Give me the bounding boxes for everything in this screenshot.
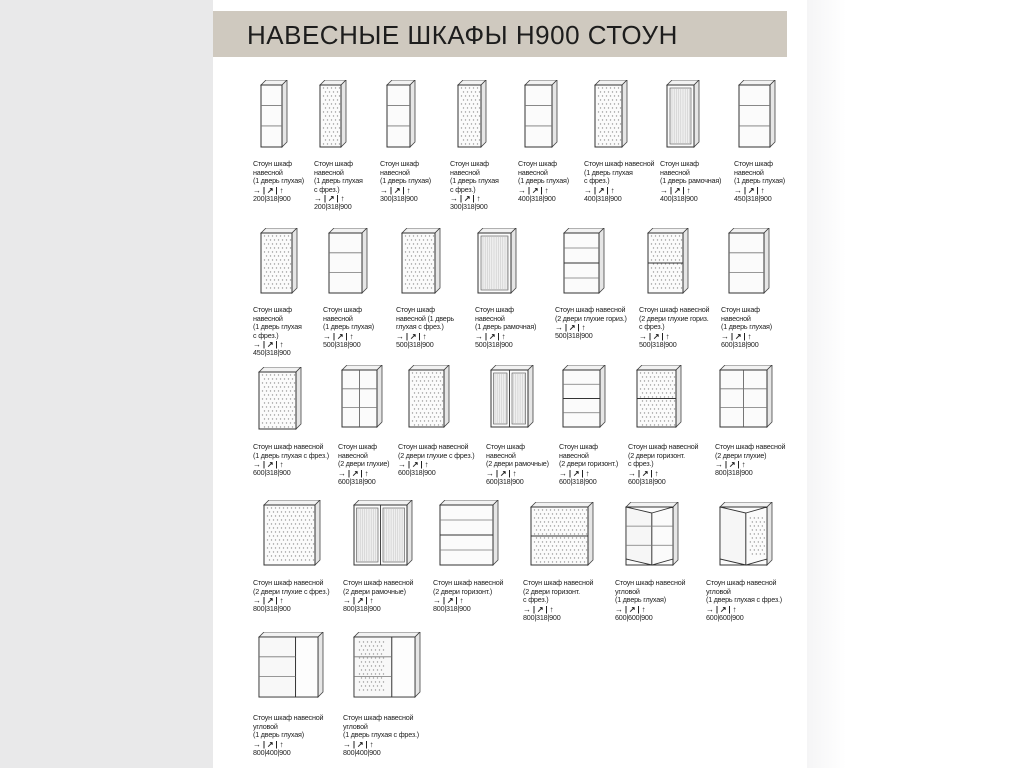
caption-line: Стоун шкаф (450, 159, 489, 168)
cabinet-dimensions: 800|318|900 (715, 468, 753, 477)
caption-line: навесной (721, 313, 751, 323)
caption-line: Стоун шкаф навесной (343, 713, 414, 722)
caption-line: (1 дверь глухая (584, 167, 633, 177)
cabinet-dimensions: 450|318|900 (734, 193, 772, 203)
cabinet-dimensions: 600|318|900 (628, 476, 666, 486)
cabinet-drawing (530, 502, 594, 566)
caption-line: (1 дверь глухая) (734, 176, 785, 185)
cabinet-drawing (263, 500, 321, 566)
cabinet-caption (639, 306, 709, 349)
caption-line: Стоун шкаф навесной (523, 578, 594, 587)
cabinet-drawing (563, 228, 605, 294)
caption-line: Стоун шкаф навесной (253, 442, 324, 451)
cabinet-caption (380, 160, 431, 203)
cabinet-dimensions: 400|318|900 (660, 193, 698, 203)
cabinet-drawing (260, 80, 288, 148)
cabinet-dimensions: 400|318|900 (518, 193, 556, 203)
caption-line: с фрез.) (639, 322, 665, 331)
caption-line: (1 дверь рамочная) (475, 322, 537, 331)
title-banner (213, 11, 787, 57)
opening-symbols: → | ↗ | ↑ (486, 468, 517, 478)
caption-line: Стоун шкаф навесной (343, 578, 414, 587)
cabinet-dimensions: 200|318|900 (314, 202, 352, 211)
caption-line: Стоун шкаф (396, 305, 435, 314)
caption-line: Стоун шкаф (559, 442, 598, 451)
cabinet-drawing (562, 365, 606, 428)
cabinet-caption (253, 443, 329, 478)
cabinet-dimensions: 500|318|900 (323, 339, 361, 349)
cabinet-drawing (625, 502, 679, 566)
caption-line: угловой (253, 721, 278, 731)
cabinet-dimensions: 500|318|900 (639, 339, 677, 349)
cabinet-dimensions: 400|318|900 (584, 193, 622, 203)
caption-line: угловой (706, 586, 731, 596)
cabinet-caption (398, 443, 474, 478)
cabinet-caption (486, 443, 549, 486)
caption-line: с фрез.) (584, 176, 610, 185)
cabinet-drawing (408, 365, 450, 428)
caption-line: навесной (314, 167, 344, 177)
caption-line: Стоун шкаф навесной (433, 578, 504, 587)
opening-symbols: → | ↗ | ↑ (253, 340, 284, 349)
caption-line: с фрез.) (253, 330, 279, 340)
caption-line: глухая с фрез.) (396, 322, 444, 331)
opening-symbols: → | ↗ | ↑ (253, 185, 284, 195)
cabinet-drawing (719, 365, 773, 428)
cabinet-dimensions: 450|318|900 (253, 348, 291, 357)
caption-line: с фрез.) (314, 184, 340, 194)
opening-symbols: → | ↗ | ↑ (253, 460, 284, 469)
cabinet-dimensions: 300|318|900 (380, 193, 418, 203)
cabinet-caption (433, 579, 503, 614)
cabinet-drawing (728, 228, 770, 294)
cabinet-drawing (636, 365, 682, 428)
cabinet-drawing (341, 365, 383, 428)
caption-line: навесной (518, 167, 548, 177)
opening-symbols: → | ↗ | ↑ (450, 194, 481, 203)
cabinet-caption (253, 160, 304, 203)
cabinet-drawing (647, 228, 689, 294)
opening-symbols: → | ↗ | ↑ (343, 596, 374, 605)
caption-line: Стоун шкаф (518, 159, 557, 168)
caption-line: навесной (1 дверь (396, 313, 454, 323)
opening-symbols: → | ↗ | ↑ (338, 468, 369, 478)
caption-line: (2 двери горизонт.) (433, 586, 493, 596)
caption-line: (1 дверь глухая с фрез.) (253, 450, 329, 460)
cabinet-dimensions: 800|318|900 (253, 604, 291, 613)
caption-line: (1 дверь глухая) (721, 322, 772, 331)
cabinet-dimensions: 800|400|900 (343, 747, 381, 757)
cabinet-caption (475, 306, 536, 349)
cabinet-drawing (319, 80, 347, 148)
cabinet-dimensions: 800|318|900 (523, 612, 561, 622)
cabinet-drawing (328, 228, 368, 294)
opening-symbols: → | ↗ | ↑ (523, 604, 554, 614)
cabinet-drawing (258, 632, 324, 698)
opening-symbols: → | ↗ | ↑ (559, 468, 590, 478)
cabinet-drawing (457, 80, 487, 148)
opening-symbols: → | ↗ | ↑ (253, 739, 284, 749)
cabinet-dimensions: 600|318|900 (721, 339, 759, 349)
caption-line: (1 дверь глухая) (518, 176, 569, 185)
caption-line: (2 двери глухие с фрез.) (398, 450, 475, 460)
opening-symbols: → | ↗ | ↑ (555, 323, 586, 332)
cabinet-caption (721, 306, 772, 349)
caption-line: Стоун шкаф (486, 442, 525, 451)
cabinet-drawing (260, 228, 298, 294)
caption-line: навесной (450, 167, 480, 177)
caption-line: навесной (323, 313, 353, 323)
cabinet-dimensions: 600|318|900 (253, 468, 291, 477)
cabinet-drawing (666, 80, 700, 148)
caption-line: Стоун шкаф навесной (706, 578, 777, 587)
caption-line: Стоун шкаф навесной (715, 442, 786, 451)
opening-symbols: → | ↗ | ↑ (314, 194, 345, 203)
caption-line: (2 двери горизонт. (628, 450, 685, 460)
opening-symbols: → | ↗ | ↑ (615, 604, 646, 614)
cabinet-caption (555, 306, 627, 341)
caption-line: (2 двери глухие) (338, 459, 390, 468)
caption-line: (2 двери глухие гориз. (639, 313, 709, 323)
cabinet-dimensions: 300|318|900 (450, 202, 488, 211)
caption-line: угловой (343, 721, 368, 731)
caption-line: (2 двери глухие гориз.) (555, 313, 627, 323)
caption-line: (1 дверь рамочная) (660, 176, 722, 185)
cabinet-dimensions: 200|318|900 (253, 193, 291, 203)
cabinet-drawing (386, 80, 416, 148)
cabinet-caption (253, 714, 323, 757)
caption-line: Стоун шкаф навесной (555, 305, 626, 314)
caption-line: навесной (253, 313, 283, 323)
caption-line: с фрез.) (523, 595, 549, 604)
caption-line: Стоун шкаф (475, 305, 514, 314)
cabinet-dimensions: 800|400|900 (253, 747, 291, 757)
caption-line: Стоун шкаф навесной (639, 305, 710, 314)
caption-line: навесной (338, 450, 368, 460)
cabinet-drawing (594, 80, 628, 148)
cabinet-drawing (477, 228, 517, 294)
cabinet-caption (715, 443, 785, 478)
cabinet-caption (523, 579, 593, 622)
caption-line: Стоун шкаф (721, 305, 760, 314)
cabinet-caption (734, 160, 785, 203)
caption-line: с фрез.) (628, 459, 654, 468)
caption-line: (1 дверь глухая (314, 176, 363, 185)
cabinet-dimensions: 600|600|900 (615, 612, 653, 622)
caption-line: Стоун шкаф (380, 159, 419, 168)
caption-line: с фрез.) (450, 184, 476, 194)
cabinet-caption (314, 160, 363, 212)
opening-symbols: → | ↗ | ↑ (734, 185, 765, 195)
caption-line: (1 дверь глухая с фрез.) (706, 595, 782, 604)
opening-symbols: → | ↗ | ↑ (518, 185, 549, 195)
cabinet-dimensions: 600|318|900 (486, 476, 524, 486)
opening-symbols: → | ↗ | ↑ (396, 331, 427, 341)
caption-line: (2 двери горизонт. (523, 586, 580, 596)
cabinet-dimensions: 800|318|900 (433, 604, 471, 613)
cabinet-caption (338, 443, 389, 486)
caption-line: Стоун шкаф навесной (628, 442, 699, 451)
caption-line: (1 дверь глухая (450, 176, 499, 185)
caption-line: (1 дверь глухая) (380, 176, 431, 185)
opening-symbols: → | ↗ | ↑ (380, 185, 411, 195)
background-strip (807, 0, 1024, 768)
cabinet-dimensions: 600|318|900 (338, 476, 376, 486)
caption-line: навесной (475, 313, 505, 323)
caption-line: Стоун шкаф (660, 159, 699, 168)
cabinet-caption (706, 579, 782, 622)
cabinet-drawing (490, 365, 534, 428)
opening-symbols: → | ↗ | ↑ (639, 331, 670, 341)
caption-line: Стоун шкаф навесной (584, 159, 655, 168)
cabinet-dimensions: 500|318|900 (555, 331, 593, 340)
opening-symbols: → | ↗ | ↑ (253, 596, 284, 605)
caption-line: Стоун шкаф навесной (253, 578, 324, 587)
cabinet-caption (615, 579, 685, 622)
caption-line: Стоун шкаф навесной (615, 578, 686, 587)
cabinet-dimensions: 600|600|900 (706, 612, 744, 622)
cabinet-dimensions: 500|318|900 (475, 339, 513, 349)
opening-symbols: → | ↗ | ↑ (433, 596, 464, 605)
cabinet-caption (253, 306, 302, 358)
cabinet-drawing (439, 500, 499, 566)
cabinet-dimensions: 500|318|900 (396, 339, 434, 349)
catalog-page (213, 0, 807, 768)
caption-line: навесной (660, 167, 690, 177)
caption-line: навесной (486, 450, 516, 460)
caption-line: угловой (615, 586, 640, 596)
caption-line: навесной (253, 167, 283, 177)
opening-symbols: → | ↗ | ↑ (584, 185, 615, 195)
opening-symbols: → | ↗ | ↑ (323, 331, 354, 341)
caption-line: навесной (734, 167, 764, 177)
opening-symbols: → | ↗ | ↑ (715, 460, 746, 469)
opening-symbols: → | ↗ | ↑ (660, 185, 691, 195)
cabinet-caption (343, 714, 419, 757)
cabinet-caption (396, 306, 454, 349)
opening-symbols: → | ↗ | ↑ (706, 604, 737, 614)
caption-line: Стоун шкаф навесной (253, 713, 324, 722)
caption-line: (2 двери горизонт.) (559, 459, 619, 468)
caption-line: (1 дверь глухая) (253, 730, 304, 739)
caption-line: Стоун шкаф (314, 159, 353, 168)
cabinet-drawing (353, 632, 421, 698)
cabinet-caption (518, 160, 569, 203)
caption-line: (1 дверь глухая) (615, 595, 666, 604)
cabinet-caption (450, 160, 499, 212)
cabinet-dimensions: 800|318|900 (343, 604, 381, 613)
cabinet-dimensions: 600|318|900 (559, 476, 597, 486)
caption-line: Стоун шкаф (734, 159, 773, 168)
caption-line: (2 двери глухие с фрез.) (253, 586, 330, 596)
cabinet-drawing (719, 502, 773, 566)
cabinet-drawing (258, 367, 302, 430)
opening-symbols: → | ↗ | ↑ (343, 739, 374, 749)
caption-line: (1 дверь глухая) (253, 176, 304, 185)
caption-line: (2 двери рамочные) (343, 586, 406, 596)
caption-line: Стоун шкаф (253, 305, 292, 314)
caption-line: Стоун шкаф (253, 159, 292, 168)
cabinet-caption (660, 160, 721, 203)
cabinet-drawing (738, 80, 776, 148)
cabinet-caption (559, 443, 618, 486)
opening-symbols: → | ↗ | ↑ (398, 460, 429, 469)
caption-line: (1 дверь глухая с фрез.) (343, 730, 419, 739)
opening-symbols: → | ↗ | ↑ (628, 468, 659, 478)
caption-line: навесной (380, 167, 410, 177)
page-title: НАВЕСНЫЕ ШКАФЫ Н900 СТОУН (247, 20, 678, 50)
caption-line: (2 двери глухие) (715, 450, 767, 460)
opening-symbols: → | ↗ | ↑ (475, 331, 506, 341)
cabinet-caption (253, 579, 329, 614)
caption-line: Стоун шкаф (323, 305, 362, 314)
cabinet-drawing (524, 80, 558, 148)
caption-line: Стоун шкаф навесной (398, 442, 469, 451)
cabinet-dimensions: 600|318|900 (398, 468, 436, 477)
caption-line: Стоун шкаф (338, 442, 377, 451)
cabinet-caption (584, 160, 654, 203)
cabinet-caption (628, 443, 698, 486)
opening-symbols: → | ↗ | ↑ (721, 331, 752, 341)
caption-line: навесной (559, 450, 589, 460)
cabinet-caption (323, 306, 374, 349)
caption-line: (1 дверь глухая (253, 322, 302, 331)
caption-line: (2 двери рамочные) (486, 459, 549, 468)
cabinet-drawing (401, 228, 441, 294)
caption-line: (1 дверь глухая) (323, 322, 374, 331)
cabinet-drawing (353, 500, 413, 566)
cabinet-caption (343, 579, 413, 614)
